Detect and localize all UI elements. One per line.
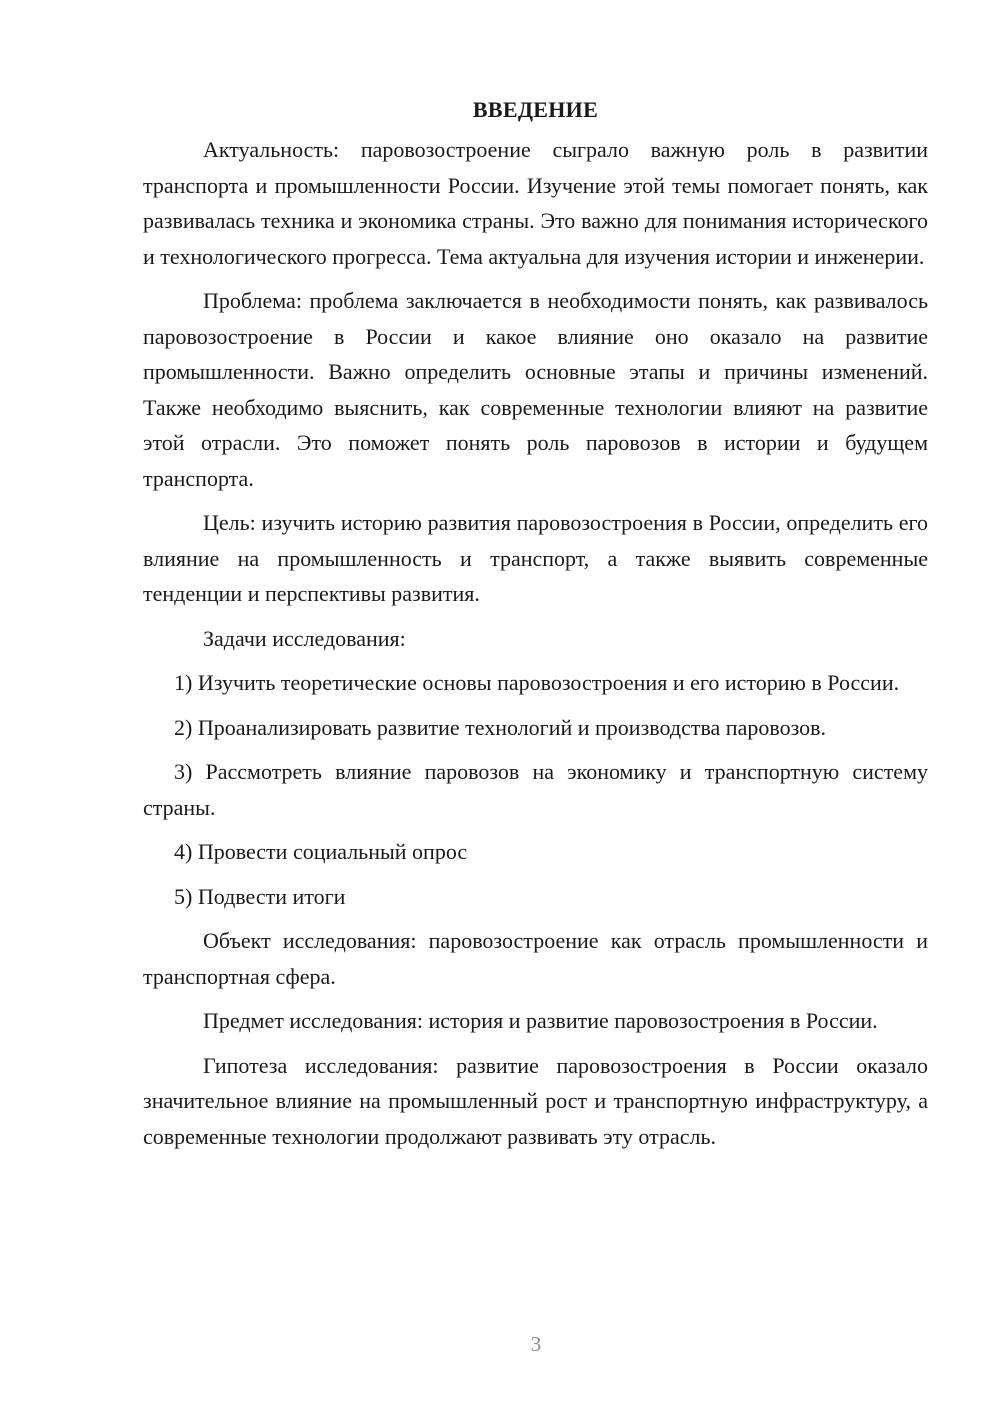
task-item-3: 3) Рассмотреть влияние паровозов на экономику и транспортную систему страны. [143,759,928,820]
task-item-4: 4) Провести социальный опрос [174,839,468,864]
page-title: ВВЕДЕНИЕ [472,97,599,122]
task-item-2: 2) Проанализировать развитие технологий и производства паровозов. [174,714,827,740]
document-page [143,92,928,1163]
page-number: 3 [530,1332,542,1356]
tasks-heading: Задачи исследования: [203,625,406,651]
paragraph-problem: Проблема: проблема заключается в необходимости понять, как развивалось паровозостроение в России и какое влияние оно оказало на развитие промышленности. Важно определить основные этапы и причины изменений. Также необходимо выяснить, как современные технологии влияют на развитие этой отрасли. Это поможет понять роль паровозов в истории и будущем транспорта. [143,288,928,491]
paragraph-subject: Предмет исследования: история и развитие паровозостроения в России. [203,1008,878,1033]
task-item-1: 1) Изучить теоретические основы паровозостроения и его историю в России. [174,670,900,695]
paragraph-object: Объект исследования: паровозостроение как отрасль промышленности и транспортная сфера. [143,928,928,989]
paragraph-relevance: Актуальность: паровозостроение сыграло важную роль в развитии транспорта и промышленности России. Изучение этой темы помогает понять, как развивалась техника и экономика страны. Это важно для понимания исторического и технологического прогресса. Тема актуальна для изучения истории и инженерии. [143,137,928,269]
paragraph-goal: Цель: изучить историю развития паровозостроения в России, определить его влияние на промышленность и транспорт, а также выявить современные тенденции и перспективы развития. [143,510,928,606]
task-item-5: 5) Подвести итоги [174,883,346,909]
paragraph-hypothesis: Гипотеза исследования: развитие паровозостроения в России оказало значительное влияние на промышленный рост и транспортную инфраструктуру, а современные технологии продолжают развивать эту отрасль. [143,1052,928,1149]
